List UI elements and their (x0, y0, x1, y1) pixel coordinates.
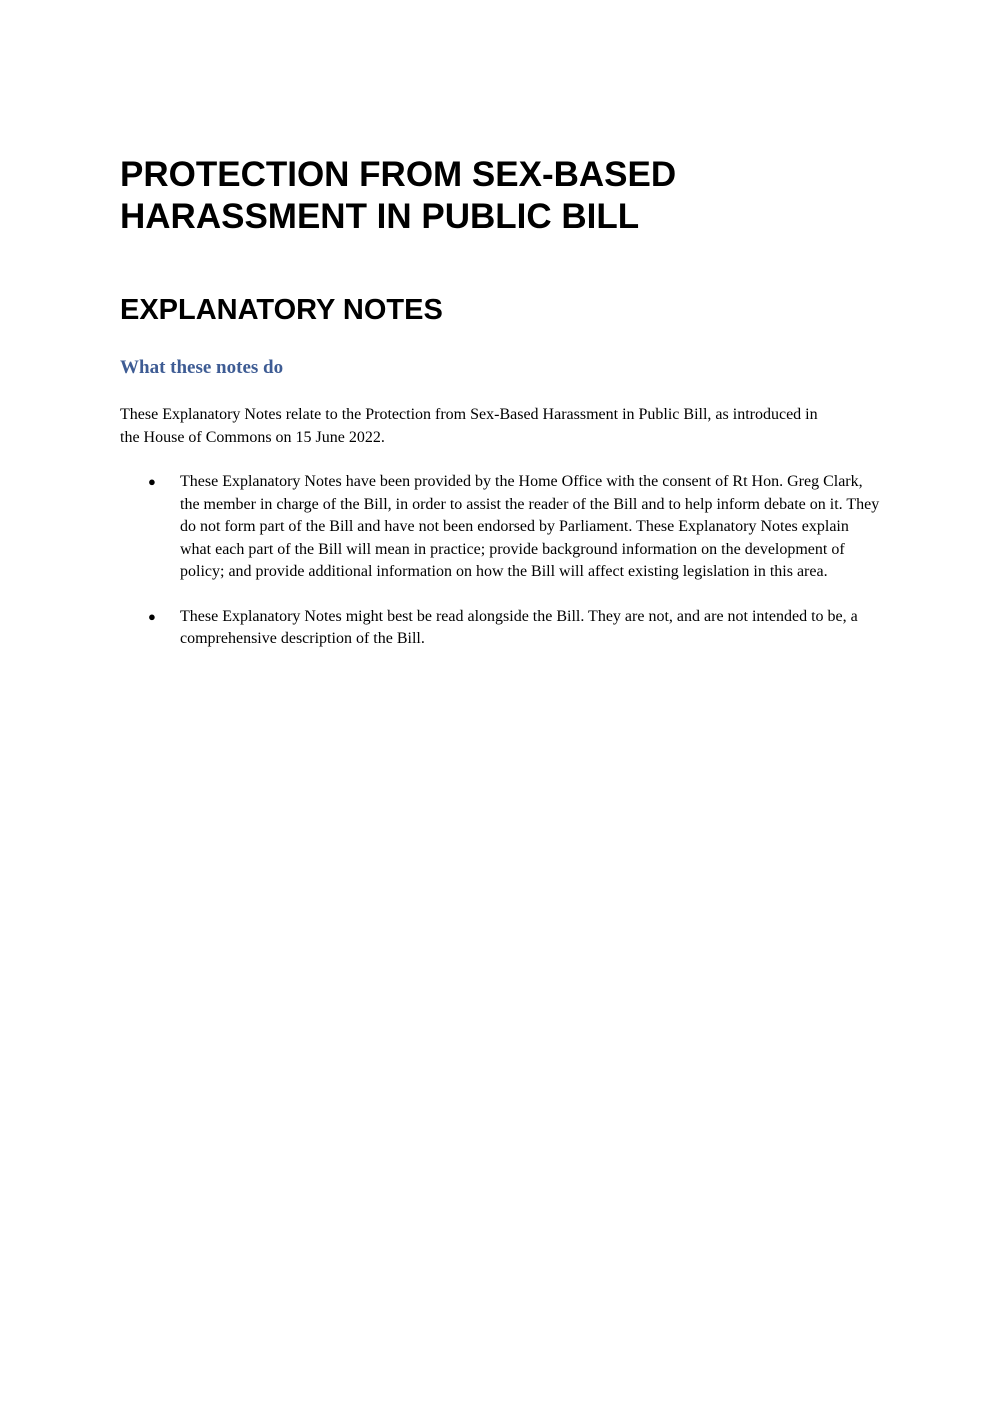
notes-bullet-list (120, 471, 880, 673)
subheading: What these notes do (120, 357, 284, 378)
bill-title-line: HARASSMENT IN PUBLIC BILL (120, 197, 640, 236)
list-item (120, 471, 880, 584)
bullet-icon: ● (148, 608, 156, 624)
bill-title-line: PROTECTION FROM SEX-BASED (120, 155, 677, 194)
section-title: EXPLANATORY NOTES (120, 294, 443, 326)
bullet-icon: ● (148, 474, 156, 489)
list-item-text: These Explanatory Notes might best be read alongside the Bill. They are not, and are not intended to be, a comprehensive description of the Bill. (180, 607, 858, 647)
list-item-text: These Explanatory Notes have been provided by the Home Office with the consent of Rt Hon. Greg Clark, the member in charge of the Bill, in order to assist the reader of the Bill and to help inform debate on it. They do not form part of the Bill and have not been endorsed by Parliament. These Explanatory Notes explain what each part of the Bill will mean in practice; provide background information on the development of policy; and provide additional information on how the Bill will affect existing legislation in this area. (180, 473, 880, 580)
bill-title (120, 154, 820, 238)
list-item (120, 606, 880, 651)
intro-paragraph: These Explanatory Notes relate to the Protection from Sex-Based Harassment in Public Bill, as introduced in the House of Commons on 15 June 2022. (120, 406, 818, 446)
